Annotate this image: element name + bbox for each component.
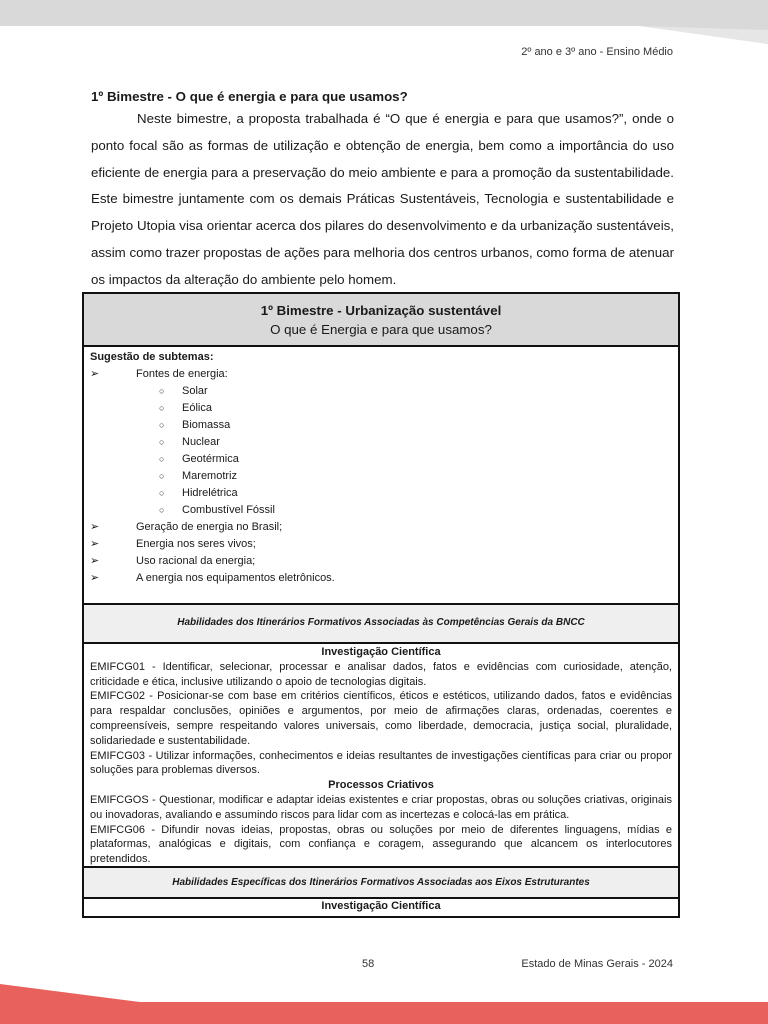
- list-item: ○ Nuclear: [90, 434, 672, 451]
- circle-bullet-icon: ○: [159, 403, 165, 413]
- arrow-bullet-icon: ➢: [90, 521, 100, 533]
- header-course: 2º ano e 3º ano - Ensino Médio: [521, 46, 673, 58]
- circle-bullet-icon: ○: [159, 454, 165, 464]
- footer-state-year: Estado de Minas Gerais - 2024: [521, 958, 673, 970]
- list-item: ○ Hidrelétrica: [90, 485, 672, 502]
- circle-bullet-icon: ○: [159, 420, 165, 430]
- top-decorative-shape: [0, 0, 768, 50]
- skill-emifcg03: EMIFCG03 - Utilizar informações, conhecimentos e ideias resultantes de investigações científicas para criar ou propor soluções para problemas diversos.: [90, 749, 672, 777]
- intro-section: [91, 88, 674, 294]
- table-title: 1º Bimestre - Urbanização sustentável: [260, 303, 502, 318]
- list-item: ○ Solar: [90, 383, 672, 400]
- processos-title: Processos Criativos: [328, 779, 434, 792]
- list-item: ➢ Geração de energia no Brasil;: [90, 519, 672, 536]
- arrow-bullet-icon: ➢: [90, 572, 100, 584]
- list-item: ➢ Fontes de energia:: [90, 366, 672, 383]
- subtemas-section: [84, 347, 678, 605]
- last-section-title: Investigação Científica: [321, 900, 441, 912]
- table-header: [84, 294, 678, 347]
- circle-bullet-icon: ○: [159, 471, 165, 481]
- table-subtitle: O que é Energia e para que usamos?: [270, 322, 492, 337]
- subtemas-label: Sugestão de subtemas:: [90, 351, 214, 363]
- subtemas-list: [90, 366, 672, 587]
- habilidades-especificas-header: Habilidades Específicas dos Itinerários Formativos Associadas aos Eixos Estruturantes: [84, 866, 678, 899]
- investigacao-title: Investigação Científica: [321, 646, 441, 658]
- arrow-bullet-icon: ➢: [90, 555, 100, 567]
- skill-emifcg02: EMIFCG02 - Posicionar-se com base em critérios científicos, éticos e estéticos, utilizando dados, fatos e evidências para respaldar conclusões, opiniões e argumentos, por meio de afirmações claras, ordenadas, coerentes e compreensíveis, sempre respeitando valores universais, como liberdade, democracia, justiça social, pluralidade, solidariedade e sustentabilidade.: [90, 690, 672, 747]
- intro-title: 1º Bimestre - O que é energia e para que usamos?: [91, 89, 408, 104]
- list-item: ○ Biomassa: [90, 417, 672, 434]
- list-item: ○ Geotérmica: [90, 451, 672, 468]
- skill-emifcg05: EMIFCGOS - Questionar, modificar e adaptar ideias existentes e criar propostas, obras ou soluções criativas, originais ou inovadoras, avaliando e assumindo riscos para lidar com as incertezas e colocá-las em prática.: [90, 793, 672, 821]
- arrow-bullet-icon: ➢: [90, 538, 100, 550]
- habilidades-gerais-header: Habilidades dos Itinerários Formativos Associadas às Competências Gerais da BNCC: [84, 605, 678, 644]
- list-item: ➢ Energia nos seres vivos;: [90, 536, 672, 553]
- circle-bullet-icon: ○: [159, 488, 165, 498]
- content-table: [82, 292, 680, 918]
- list-item: ○ Combustível Fóssil: [90, 502, 672, 519]
- list-item: ➢ Uso racional da energia;: [90, 553, 672, 570]
- circle-bullet-icon: ○: [159, 505, 165, 515]
- circle-bullet-icon: ○: [159, 437, 165, 447]
- intro-paragraph: Neste bimestre, a proposta trabalhada é “O que é energia e para que usamos?”, onde o ponto focal são as formas de utilização e obtenção de energia, bem como a importância do uso eficiente de energia para a preservação do meio ambiente e para a promoção da sustentabilidade. Este bimestre juntamente com os demais Práticas Sustentáveis, Tecnologia e sustentabilidade e Projeto Utopia visa orientar acerca dos pilares do desenvolvimento e da urbanização sustentáveis, assim como trazer propostas de ações para melhoria dos centros urbanos, como forma de atenuar os impactos da alteração do ambiente pelo homem.: [91, 111, 674, 287]
- bottom-decorative-shape: [0, 984, 768, 1024]
- list-item: ➢ A energia nos equipamentos eletrônicos.: [90, 570, 672, 587]
- skill-emifcg01: EMIFCG01 - Identificar, selecionar, processar e analisar dados, fatos e evidências com curiosidade, atenção, criticidade e ética, inclusive utilizando o apoio de tecnologias digitais.: [90, 660, 672, 688]
- skill-emifcg06: EMIFCG06 - Difundir novas ideias, propostas, obras ou soluções por meio de diferentes linguagens, mídias e plataformas, analógicas e digitais, com confiança e coragem, assegurando que alcancem os interlocutores pretendidos.: [90, 823, 672, 866]
- page-number: 58: [362, 958, 375, 970]
- arrow-bullet-icon: ➢: [90, 368, 100, 380]
- circle-bullet-icon: ○: [159, 386, 165, 396]
- list-item: ○ Eólica: [90, 400, 672, 417]
- list-item: ○ Maremotriz: [90, 468, 672, 485]
- habilidades-section: [84, 644, 678, 866]
